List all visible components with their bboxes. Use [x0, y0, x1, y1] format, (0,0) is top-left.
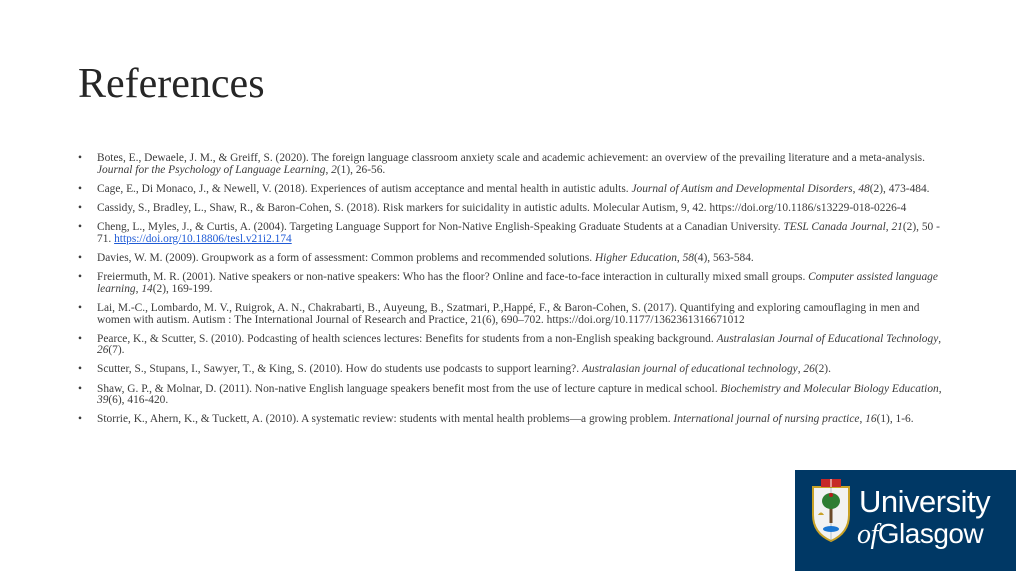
university-logo: [795, 470, 1016, 571]
bullet: •: [78, 251, 82, 264]
bullet: •: [78, 152, 82, 164]
reference-item: • Lai, M.-C., Lombardo, M. V., Ruigrok, A. N., Chakrabarti, B., Auyeung, B., Szatmari, P.,Happé, F., & Baron-Cohen, S. (2017). Quantifying and exploring camouflaging in men and women with autism. Autism : The International Journal of Research and Practice, 21(6), 690–702. https://doi.org/10.1177/1362361316671012: [78, 301, 920, 326]
logo-word-university: University: [859, 484, 991, 519]
bullet: •: [78, 332, 82, 345]
bullet: •: [78, 363, 82, 376]
university-crest-icon: [809, 477, 853, 547]
reference-list: [78, 153, 948, 434]
reference-item: • Pearce, K., & Scutter, S. (2010). Podcasting of health sciences lectures: Benefits for students from a non-English speaking background. Australasian Journal of Educational Technology, 26(7).: [78, 332, 942, 357]
bullet: •: [78, 221, 82, 234]
bullet: •: [78, 301, 82, 314]
bullet: •: [78, 201, 82, 214]
reference-item: • Freiermuth, M. R. (2001). Native speakers or non-native speakers: Who has the floor? Online and face-to-face interaction in culturally mixed small groups. Computer assisted language learning, 14(2), 169-199.: [78, 271, 938, 295]
reference-item: • Storrie, K., Ahern, K., & Tuckett, A. (2010). A systematic review: students with mental health problems—a growing problem. International journal of nursing practice, 16(1), 1-6.: [78, 413, 914, 426]
reference-item: • Shaw, G. P., & Molnar, D. (2011). Non-native English language speakers benefit most from the use of lecture capture in medical school. Biochemistry and Molecular Biology Education, 39(6), 416-420.: [78, 382, 942, 407]
reference-item: • Scutter, S., Stupans, I., Sawyer, T., & King, S. (2010). How do students use podcasts to support learning?. Australasian journal of educational technology, 26(2).: [78, 363, 831, 376]
logo-word-of: of: [857, 519, 878, 550]
doi-link[interactable]: https://doi.org/10.18806/tesl.v21i2.174: [114, 232, 292, 245]
reference-item: • Cassidy, S., Bradley, L., Shaw, R., & Baron-Cohen, S. (2018). Risk markers for suicidality in autistic adults. Molecular Autism, 9, 42. https://doi.org/10.1186/s13229-018-0226-4: [78, 201, 907, 214]
bullet: •: [78, 413, 82, 426]
page-title: References: [78, 61, 265, 107]
bullet: •: [78, 271, 82, 284]
bullet: •: [78, 382, 82, 395]
reference-item: • Cheng, L., Myles, J., & Curtis, A. (2004). Targeting Language Support for Non-Native English-Speaking Graduate Students at a Canadian University. TESL Canada Journal, 21(2), 50 - 71. https://doi.org/10.18806/tesl.v21i2.174: [78, 221, 940, 245]
logo-word-glasgow: ofGlasgow: [857, 518, 984, 550]
reference-item: • Cage, E., Di Monaco, J., & Newell, V. (2018). Experiences of autism acceptance and mental health in autistic adults. Journal of Autism and Developmental Disorders, 48(2), 473-484.: [78, 182, 930, 195]
reference-item: • Davies, W. M. (2009). Groupwork as a form of assessment: Common problems and recommended solutions. Higher Education, 58(4), 563-584.: [78, 251, 754, 264]
bullet: •: [78, 182, 82, 195]
reference-item: • Botes, E., Dewaele, J. M., & Greiff, S. (2020). The foreign language classroom anxiety scale and academic achievement: an overview of the prevailing literature and a meta-analysis. Journal for the Psychology of Language Learning, 2(1), 26-56.: [78, 152, 925, 176]
